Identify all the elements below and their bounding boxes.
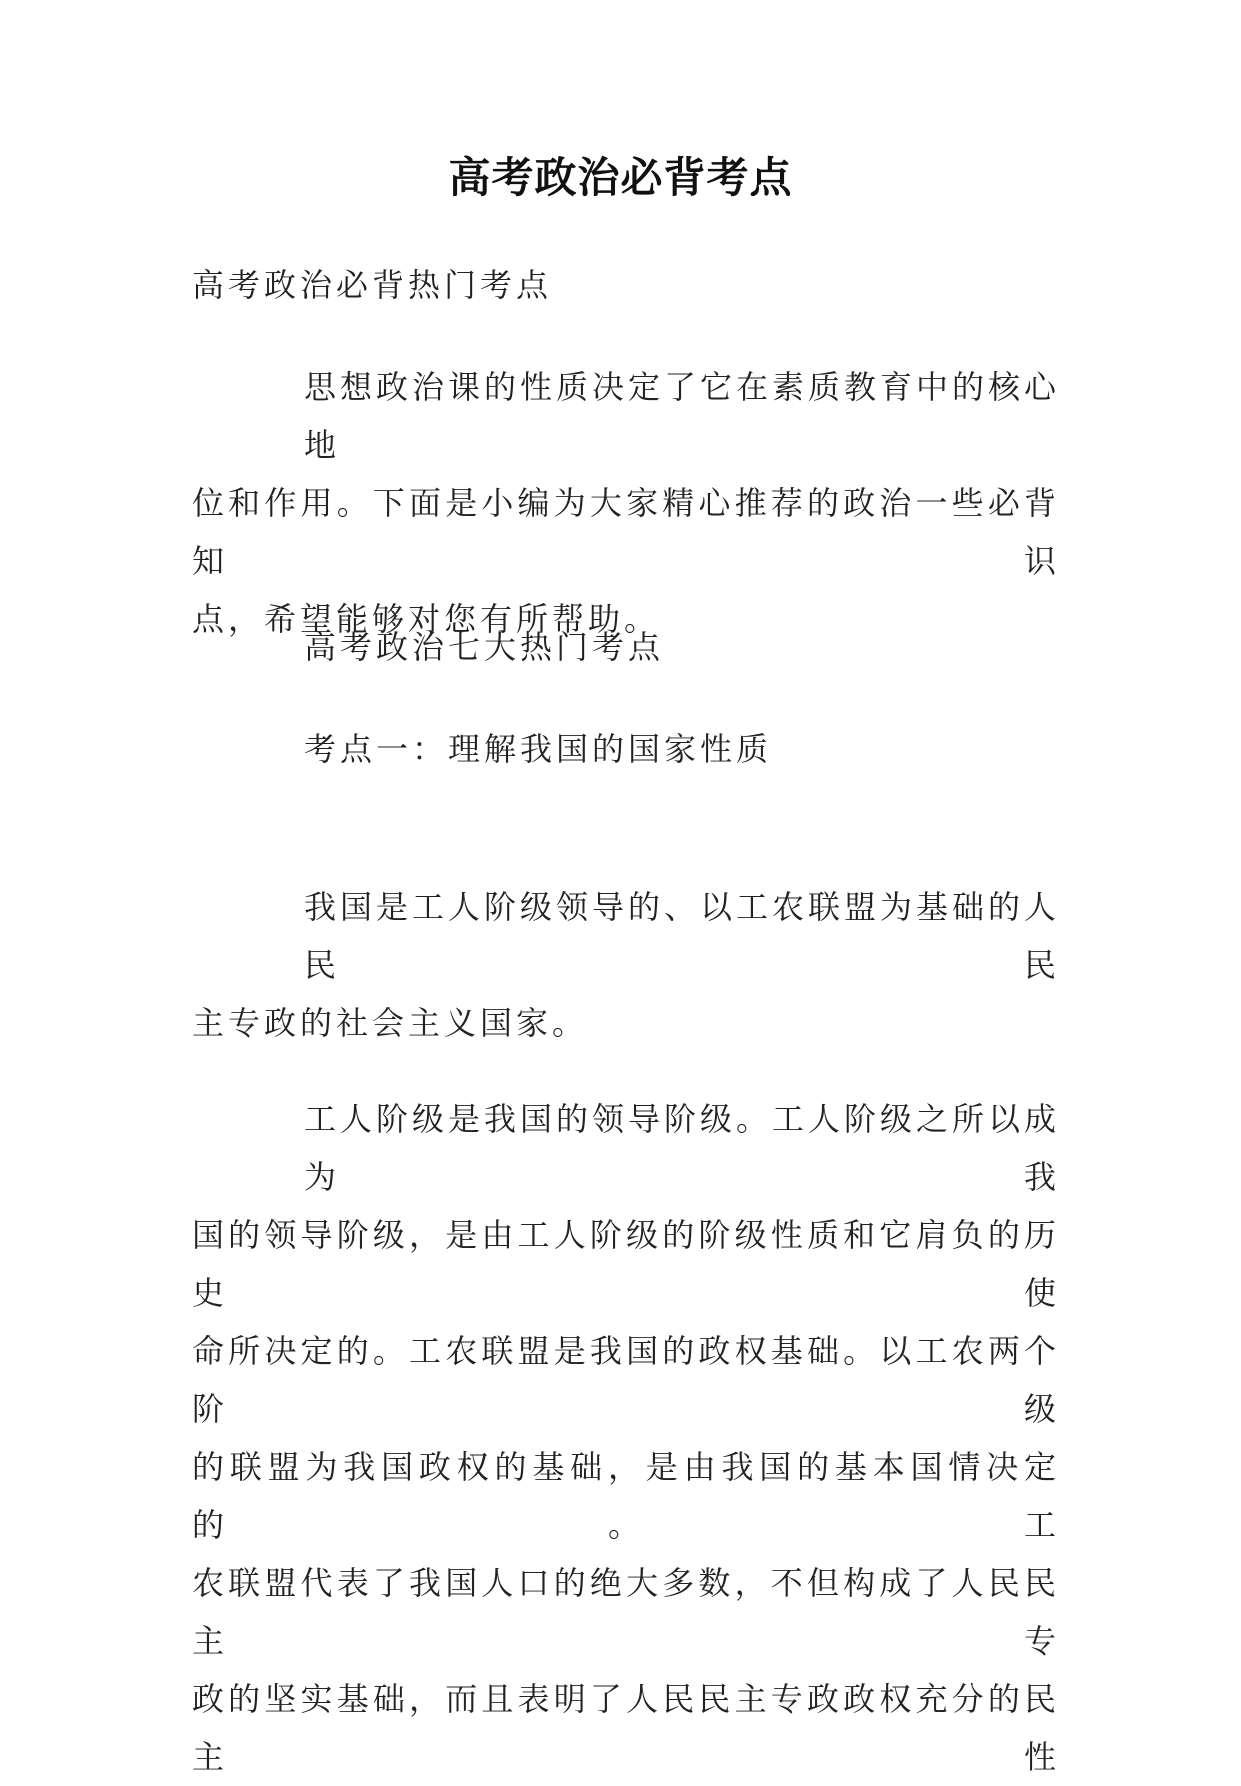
para2-line-3: 命所决定的。工农联盟是我国的政权基础。以工农两个阶级	[192, 1332, 1060, 1428]
para2-line-1: 工人阶级是我国的领导阶级。工人阶级之所以成为我	[304, 1100, 1061, 1196]
para2-line-4: 的联盟为我国政权的基础，是由我国的基本国情决定的。工	[192, 1448, 1060, 1544]
para1-line-2: 主专政的社会主义国家。	[192, 1004, 589, 1042]
paragraph-working-class	[192, 1090, 1060, 1786]
page-title: 高考政治必背考点	[448, 153, 793, 202]
subtitle: 高考政治必背热门考点	[192, 266, 553, 304]
para2-line-5: 农联盟代表了我国人口的绝大多数，不但构成了人民民主专	[192, 1564, 1060, 1660]
intro-line-3: 点，希望能够对您有所帮助。	[192, 600, 661, 638]
para2-line-2: 国的领导阶级，是由工人阶级的阶级性质和它肩负的历史使	[192, 1216, 1060, 1312]
section-heading: 高考政治七大热门考点	[304, 628, 665, 666]
paragraph-state-nature	[192, 878, 1060, 1052]
point-heading: 考点一：理解我国的国家性质	[304, 730, 773, 768]
para1-line-1: 我国是工人阶级领导的、以工农联盟为基础的人民民	[304, 888, 1061, 984]
para2-line-6: 政的坚实基础，而且表明了人民民主专政政权充分的民主性	[192, 1680, 1060, 1776]
intro-paragraph	[192, 358, 1060, 648]
intro-line-1: 思想政治课的性质决定了它在素质教育中的核心地	[304, 368, 1061, 464]
intro-line-2: 位和作用。下面是小编为大家精心推荐的政治一些必背知识	[192, 484, 1060, 580]
